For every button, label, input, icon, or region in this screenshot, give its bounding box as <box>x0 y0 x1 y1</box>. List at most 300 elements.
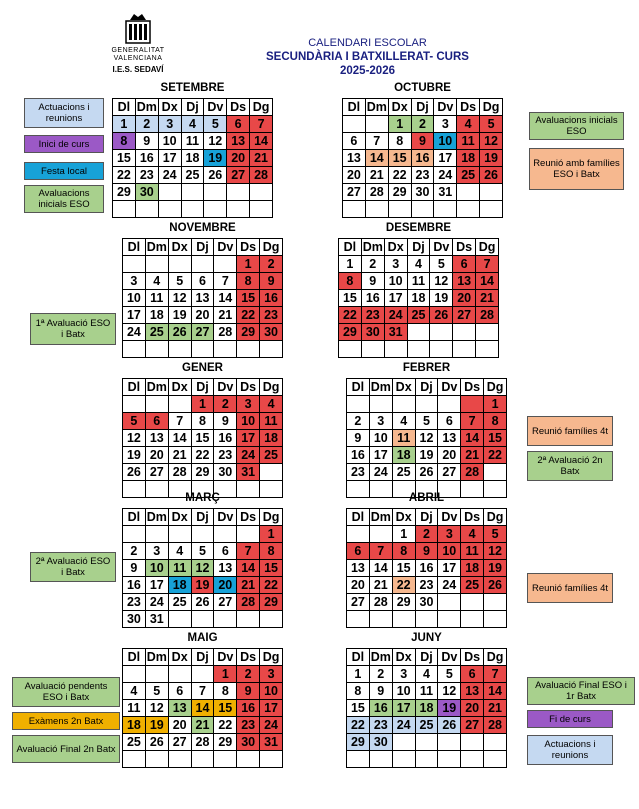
day-cell: 14 <box>369 560 392 577</box>
month-calendar <box>122 362 283 497</box>
week-row <box>343 150 503 167</box>
empty-cell <box>484 611 507 628</box>
day-cell: 16 <box>237 700 260 717</box>
legend-item: Fi de curs <box>527 710 613 728</box>
page-title: CALENDARI ESCOLAR <box>308 37 427 49</box>
weekday-header: Dj <box>191 239 214 256</box>
empty-cell <box>181 184 204 201</box>
empty-cell <box>484 464 507 481</box>
week-row <box>343 201 503 218</box>
weekday-header: Dm <box>366 99 387 114</box>
legend-item: Inici de curs <box>24 135 104 153</box>
week-row <box>113 201 273 218</box>
day-cell: 10 <box>434 133 457 150</box>
day-cell: 20 <box>227 150 250 167</box>
weekday-header: Dg <box>260 509 283 526</box>
empty-cell <box>191 751 214 768</box>
day-cell: 28 <box>250 167 273 184</box>
day-cell: 6 <box>227 116 250 133</box>
empty-cell <box>145 666 168 683</box>
empty-cell <box>461 611 484 628</box>
week-row <box>347 447 507 464</box>
day-cell: 10 <box>145 560 168 577</box>
month-table <box>122 508 283 628</box>
day-cell: 15 <box>339 290 362 307</box>
week-row <box>113 150 273 167</box>
legend-item: Actuacions i reunions <box>24 98 104 128</box>
weekday-header: Dj <box>191 379 214 396</box>
day-cell: 9 <box>123 560 146 577</box>
weekday-header: Dl <box>123 509 146 526</box>
day-cell: 21 <box>168 447 191 464</box>
day-cell: 19 <box>438 700 461 717</box>
day-cell: 8 <box>484 413 507 430</box>
day-cell: 18 <box>392 447 415 464</box>
week-row <box>339 341 499 358</box>
day-cell: 24 <box>392 717 415 734</box>
day-cell: 1 <box>214 666 237 683</box>
empty-cell <box>438 594 461 611</box>
day-cell: 27 <box>438 464 461 481</box>
day-cell: 3 <box>438 526 461 543</box>
week-row <box>347 700 507 717</box>
day-cell: 18 <box>145 307 168 324</box>
weekday-header: Dj <box>415 379 438 396</box>
day-cell: 9 <box>415 543 438 560</box>
day-cell: 10 <box>438 543 461 560</box>
day-cell: 18 <box>168 577 191 594</box>
empty-cell <box>123 256 146 273</box>
day-cell: 12 <box>191 560 214 577</box>
day-cell: 12 <box>145 700 168 717</box>
week-row <box>347 464 507 481</box>
empty-cell <box>237 341 260 358</box>
weekday-header: Dm <box>146 379 167 394</box>
week-row <box>123 560 283 577</box>
empty-cell <box>484 594 507 611</box>
day-cell: 13 <box>461 683 484 700</box>
empty-cell <box>260 341 283 358</box>
day-cell: 21 <box>461 447 484 464</box>
day-cell: 13 <box>438 430 461 447</box>
day-cell: 21 <box>250 150 273 167</box>
day-cell: 20 <box>343 167 366 184</box>
day-cell: 27 <box>214 594 237 611</box>
school-name: I.E.S. SEDAVÍ <box>112 65 164 74</box>
day-cell: 27 <box>453 307 476 324</box>
day-cell: 7 <box>191 683 214 700</box>
day-cell: 30 <box>135 184 158 201</box>
day-cell: 10 <box>158 133 181 150</box>
day-cell: 4 <box>181 116 204 133</box>
weekday-header: Ds <box>461 649 484 666</box>
weekday-header: Dv <box>434 99 457 116</box>
day-cell: 25 <box>181 167 204 184</box>
day-cell: 15 <box>260 560 283 577</box>
day-cell: 11 <box>457 133 480 150</box>
day-cell: 23 <box>135 167 158 184</box>
empty-cell <box>365 201 388 218</box>
week-row <box>123 256 283 273</box>
empty-cell <box>384 341 407 358</box>
week-row <box>123 464 283 481</box>
day-cell: 9 <box>237 683 260 700</box>
day-cell: 29 <box>113 184 136 201</box>
weekday-header: Dv <box>438 509 461 526</box>
weekday-header: Dg <box>480 99 503 116</box>
day-cell: 14 <box>214 290 237 307</box>
day-cell: 4 <box>457 116 480 133</box>
weekday-header: Dv <box>214 509 237 526</box>
day-cell: 5 <box>484 526 507 543</box>
day-cell: 25 <box>415 717 438 734</box>
empty-cell <box>369 611 392 628</box>
weekday-header: Dx <box>392 379 415 396</box>
week-row <box>123 594 283 611</box>
day-cell: 11 <box>181 133 204 150</box>
day-cell: 21 <box>365 167 388 184</box>
empty-cell <box>361 341 384 358</box>
day-cell: 6 <box>438 413 461 430</box>
week-row <box>347 430 507 447</box>
day-cell: 26 <box>191 594 214 611</box>
day-cell: 24 <box>237 447 260 464</box>
day-cell: 5 <box>168 273 191 290</box>
weekday-header: Ds <box>237 649 260 666</box>
empty-cell <box>181 201 204 218</box>
logo-line1: GENERALITAT <box>111 47 165 54</box>
day-cell: 8 <box>392 543 415 560</box>
month-name: NOVEMBRE <box>169 222 236 234</box>
empty-cell <box>415 396 438 413</box>
weekday-header: Dm <box>146 649 167 664</box>
month-name: OCTUBRE <box>394 82 451 94</box>
day-cell: 26 <box>123 464 146 481</box>
day-cell: 10 <box>237 413 260 430</box>
day-cell: 6 <box>461 666 484 683</box>
week-row <box>339 273 499 290</box>
day-cell: 30 <box>123 611 146 628</box>
week-row <box>347 611 507 628</box>
day-cell: 30 <box>369 734 392 751</box>
empty-cell <box>145 341 168 358</box>
day-cell: 16 <box>361 290 384 307</box>
empty-cell <box>438 734 461 751</box>
generalitat-logo <box>98 12 178 74</box>
day-cell: 27 <box>145 464 168 481</box>
month-table <box>346 508 507 628</box>
day-cell: 24 <box>260 717 283 734</box>
month-table <box>346 378 507 498</box>
weekday-header: Dl <box>113 99 136 116</box>
day-cell: 6 <box>343 133 366 150</box>
month-calendar <box>122 632 283 767</box>
day-cell: 19 <box>430 290 453 307</box>
empty-cell <box>392 734 415 751</box>
day-cell: 3 <box>145 543 168 560</box>
weekday-header: Dg <box>476 239 499 256</box>
day-cell: 20 <box>168 717 191 734</box>
day-cell: 14 <box>461 430 484 447</box>
month-calendar <box>122 222 283 357</box>
weekday-header: Dl <box>123 379 146 396</box>
day-cell: 23 <box>237 717 260 734</box>
empty-cell <box>260 464 283 481</box>
day-cell: 29 <box>339 324 362 341</box>
day-cell: 11 <box>415 683 438 700</box>
weekday-header: Dg <box>260 649 283 666</box>
month-table <box>346 648 507 768</box>
day-cell: 24 <box>145 594 168 611</box>
day-cell: 21 <box>369 577 392 594</box>
day-cell: 14 <box>365 150 388 167</box>
day-cell: 18 <box>407 290 430 307</box>
weekday-header: Dj <box>407 239 430 256</box>
day-cell: 16 <box>347 447 370 464</box>
weekday-header: Dx <box>388 99 411 116</box>
day-cell: 7 <box>168 413 191 430</box>
day-cell: 9 <box>135 133 158 150</box>
empty-cell <box>453 341 476 358</box>
empty-cell <box>204 184 227 201</box>
weekday-header: Dm <box>370 649 391 664</box>
empty-cell <box>438 751 461 768</box>
day-cell: 29 <box>347 734 370 751</box>
weekday-header: Dm <box>370 379 391 394</box>
day-cell: 18 <box>457 150 480 167</box>
empty-cell <box>191 341 214 358</box>
day-cell: 17 <box>438 560 461 577</box>
day-cell: 11 <box>260 413 283 430</box>
empty-cell <box>237 526 260 543</box>
empty-cell <box>158 201 181 218</box>
day-cell: 1 <box>260 526 283 543</box>
weekday-header: Dl <box>347 649 370 666</box>
day-cell: 23 <box>369 717 392 734</box>
day-cell: 14 <box>191 700 214 717</box>
empty-cell <box>204 201 227 218</box>
empty-cell <box>415 611 438 628</box>
day-cell: 28 <box>476 307 499 324</box>
day-cell: 12 <box>484 543 507 560</box>
weekday-header: Dx <box>168 509 191 526</box>
day-cell: 29 <box>191 464 214 481</box>
day-cell: 4 <box>392 413 415 430</box>
month-name: ABRIL <box>408 492 445 504</box>
week-row <box>123 700 283 717</box>
weekday-header: Dg <box>260 239 283 256</box>
empty-cell <box>392 611 415 628</box>
day-cell: 2 <box>260 256 283 273</box>
day-cell: 2 <box>214 396 237 413</box>
day-cell: 3 <box>392 666 415 683</box>
day-cell: 8 <box>113 133 136 150</box>
day-cell: 3 <box>384 256 407 273</box>
school-year: 2025-2026 <box>340 65 395 77</box>
week-row <box>123 666 283 683</box>
week-row <box>347 413 507 430</box>
week-row <box>347 751 507 768</box>
day-cell: 17 <box>369 447 392 464</box>
day-cell: 15 <box>191 430 214 447</box>
day-cell: 20 <box>145 447 168 464</box>
day-cell: 19 <box>484 560 507 577</box>
day-cell: 23 <box>415 577 438 594</box>
month-name: GENER <box>182 362 223 374</box>
weekday-header: Dx <box>384 239 407 256</box>
empty-cell <box>476 341 499 358</box>
day-cell: 6 <box>145 413 168 430</box>
month-name: FEBRER <box>402 362 451 374</box>
day-cell: 14 <box>250 133 273 150</box>
legend-item: 1ª Avaluació ESO i Batx <box>30 313 116 345</box>
empty-cell <box>214 611 237 628</box>
day-cell: 8 <box>347 683 370 700</box>
day-cell: 15 <box>392 560 415 577</box>
day-cell: 22 <box>388 167 411 184</box>
day-cell: 31 <box>384 324 407 341</box>
legend-item: Avaluació Final 2n Batx <box>12 735 120 763</box>
day-cell: 16 <box>135 150 158 167</box>
day-cell: 4 <box>123 683 146 700</box>
day-cell: 8 <box>339 273 362 290</box>
day-cell: 13 <box>214 560 237 577</box>
day-cell: 22 <box>191 447 214 464</box>
day-cell: 20 <box>453 290 476 307</box>
day-cell: 27 <box>227 167 250 184</box>
day-cell: 7 <box>484 666 507 683</box>
day-cell: 11 <box>407 273 430 290</box>
day-cell: 17 <box>158 150 181 167</box>
week-row <box>113 133 273 150</box>
day-cell: 25 <box>407 307 430 324</box>
month-calendar <box>346 632 507 767</box>
day-cell: 1 <box>484 396 507 413</box>
day-cell: 19 <box>168 307 191 324</box>
weekday-header: Dl <box>347 379 370 396</box>
day-cell: 3 <box>260 666 283 683</box>
day-cell: 1 <box>388 116 411 133</box>
day-cell: 15 <box>214 700 237 717</box>
day-cell: 20 <box>461 700 484 717</box>
month-name: MAIG <box>187 632 218 644</box>
day-cell: 16 <box>411 150 434 167</box>
month-table <box>122 648 283 768</box>
weekday-header: Dv <box>438 379 461 396</box>
day-cell: 7 <box>476 256 499 273</box>
day-cell: 3 <box>434 116 457 133</box>
day-cell: 31 <box>145 611 168 628</box>
empty-cell <box>407 324 430 341</box>
day-cell: 25 <box>123 734 146 751</box>
day-cell: 8 <box>237 273 260 290</box>
legend-item: Actuacions i reunions <box>527 735 613 765</box>
weekday-header: Dm <box>362 239 383 254</box>
month-calendar <box>122 492 283 627</box>
empty-cell <box>250 184 273 201</box>
weekday-header: Dx <box>392 649 415 666</box>
empty-cell <box>123 666 146 683</box>
day-cell: 8 <box>214 683 237 700</box>
empty-cell <box>123 396 146 413</box>
day-cell: 27 <box>191 324 214 341</box>
empty-cell <box>438 611 461 628</box>
empty-cell <box>415 734 438 751</box>
week-row <box>339 290 499 307</box>
week-row <box>123 290 283 307</box>
day-cell: 1 <box>347 666 370 683</box>
day-cell: 20 <box>438 447 461 464</box>
day-cell: 17 <box>434 150 457 167</box>
weekday-header: Dl <box>343 99 366 116</box>
day-cell: 3 <box>123 273 146 290</box>
week-row <box>347 396 507 413</box>
day-cell: 14 <box>476 273 499 290</box>
week-row <box>347 560 507 577</box>
logo-line2: VALENCIANA <box>113 55 163 62</box>
empty-cell <box>457 201 480 218</box>
day-cell: 3 <box>237 396 260 413</box>
day-cell: 17 <box>260 700 283 717</box>
day-cell: 29 <box>392 594 415 611</box>
day-cell: 12 <box>415 430 438 447</box>
day-cell: 5 <box>415 413 438 430</box>
day-cell: 18 <box>181 150 204 167</box>
day-cell: 28 <box>369 594 392 611</box>
week-row <box>347 577 507 594</box>
day-cell: 24 <box>384 307 407 324</box>
empty-cell <box>430 341 453 358</box>
day-cell: 23 <box>260 307 283 324</box>
day-cell: 15 <box>347 700 370 717</box>
day-cell: 1 <box>237 256 260 273</box>
day-cell: 12 <box>438 683 461 700</box>
day-cell: 14 <box>237 560 260 577</box>
empty-cell <box>457 184 480 201</box>
day-cell: 15 <box>237 290 260 307</box>
weekday-header: Dl <box>347 509 370 526</box>
empty-cell <box>339 341 362 358</box>
day-cell: 22 <box>392 577 415 594</box>
empty-cell <box>430 324 453 341</box>
empty-cell <box>145 396 168 413</box>
day-cell: 23 <box>411 167 434 184</box>
day-cell: 18 <box>260 430 283 447</box>
empty-cell <box>369 751 392 768</box>
day-cell: 28 <box>461 464 484 481</box>
weekday-header: Dg <box>260 379 283 396</box>
empty-cell <box>214 751 237 768</box>
day-cell: 27 <box>461 717 484 734</box>
empty-cell <box>168 611 191 628</box>
day-cell: 4 <box>168 543 191 560</box>
day-cell: 15 <box>388 150 411 167</box>
day-cell: 2 <box>361 256 384 273</box>
day-cell: 25 <box>457 167 480 184</box>
week-row <box>343 116 503 133</box>
week-row <box>123 341 283 358</box>
empty-cell <box>214 341 237 358</box>
day-cell: 28 <box>168 464 191 481</box>
weekday-header: Dj <box>415 649 438 666</box>
day-cell: 22 <box>347 717 370 734</box>
weekday-header: Dv <box>430 239 453 256</box>
day-cell: 5 <box>430 256 453 273</box>
day-cell: 4 <box>260 396 283 413</box>
day-cell: 16 <box>415 560 438 577</box>
empty-cell <box>438 396 461 413</box>
weekday-header: Ds <box>461 379 484 396</box>
